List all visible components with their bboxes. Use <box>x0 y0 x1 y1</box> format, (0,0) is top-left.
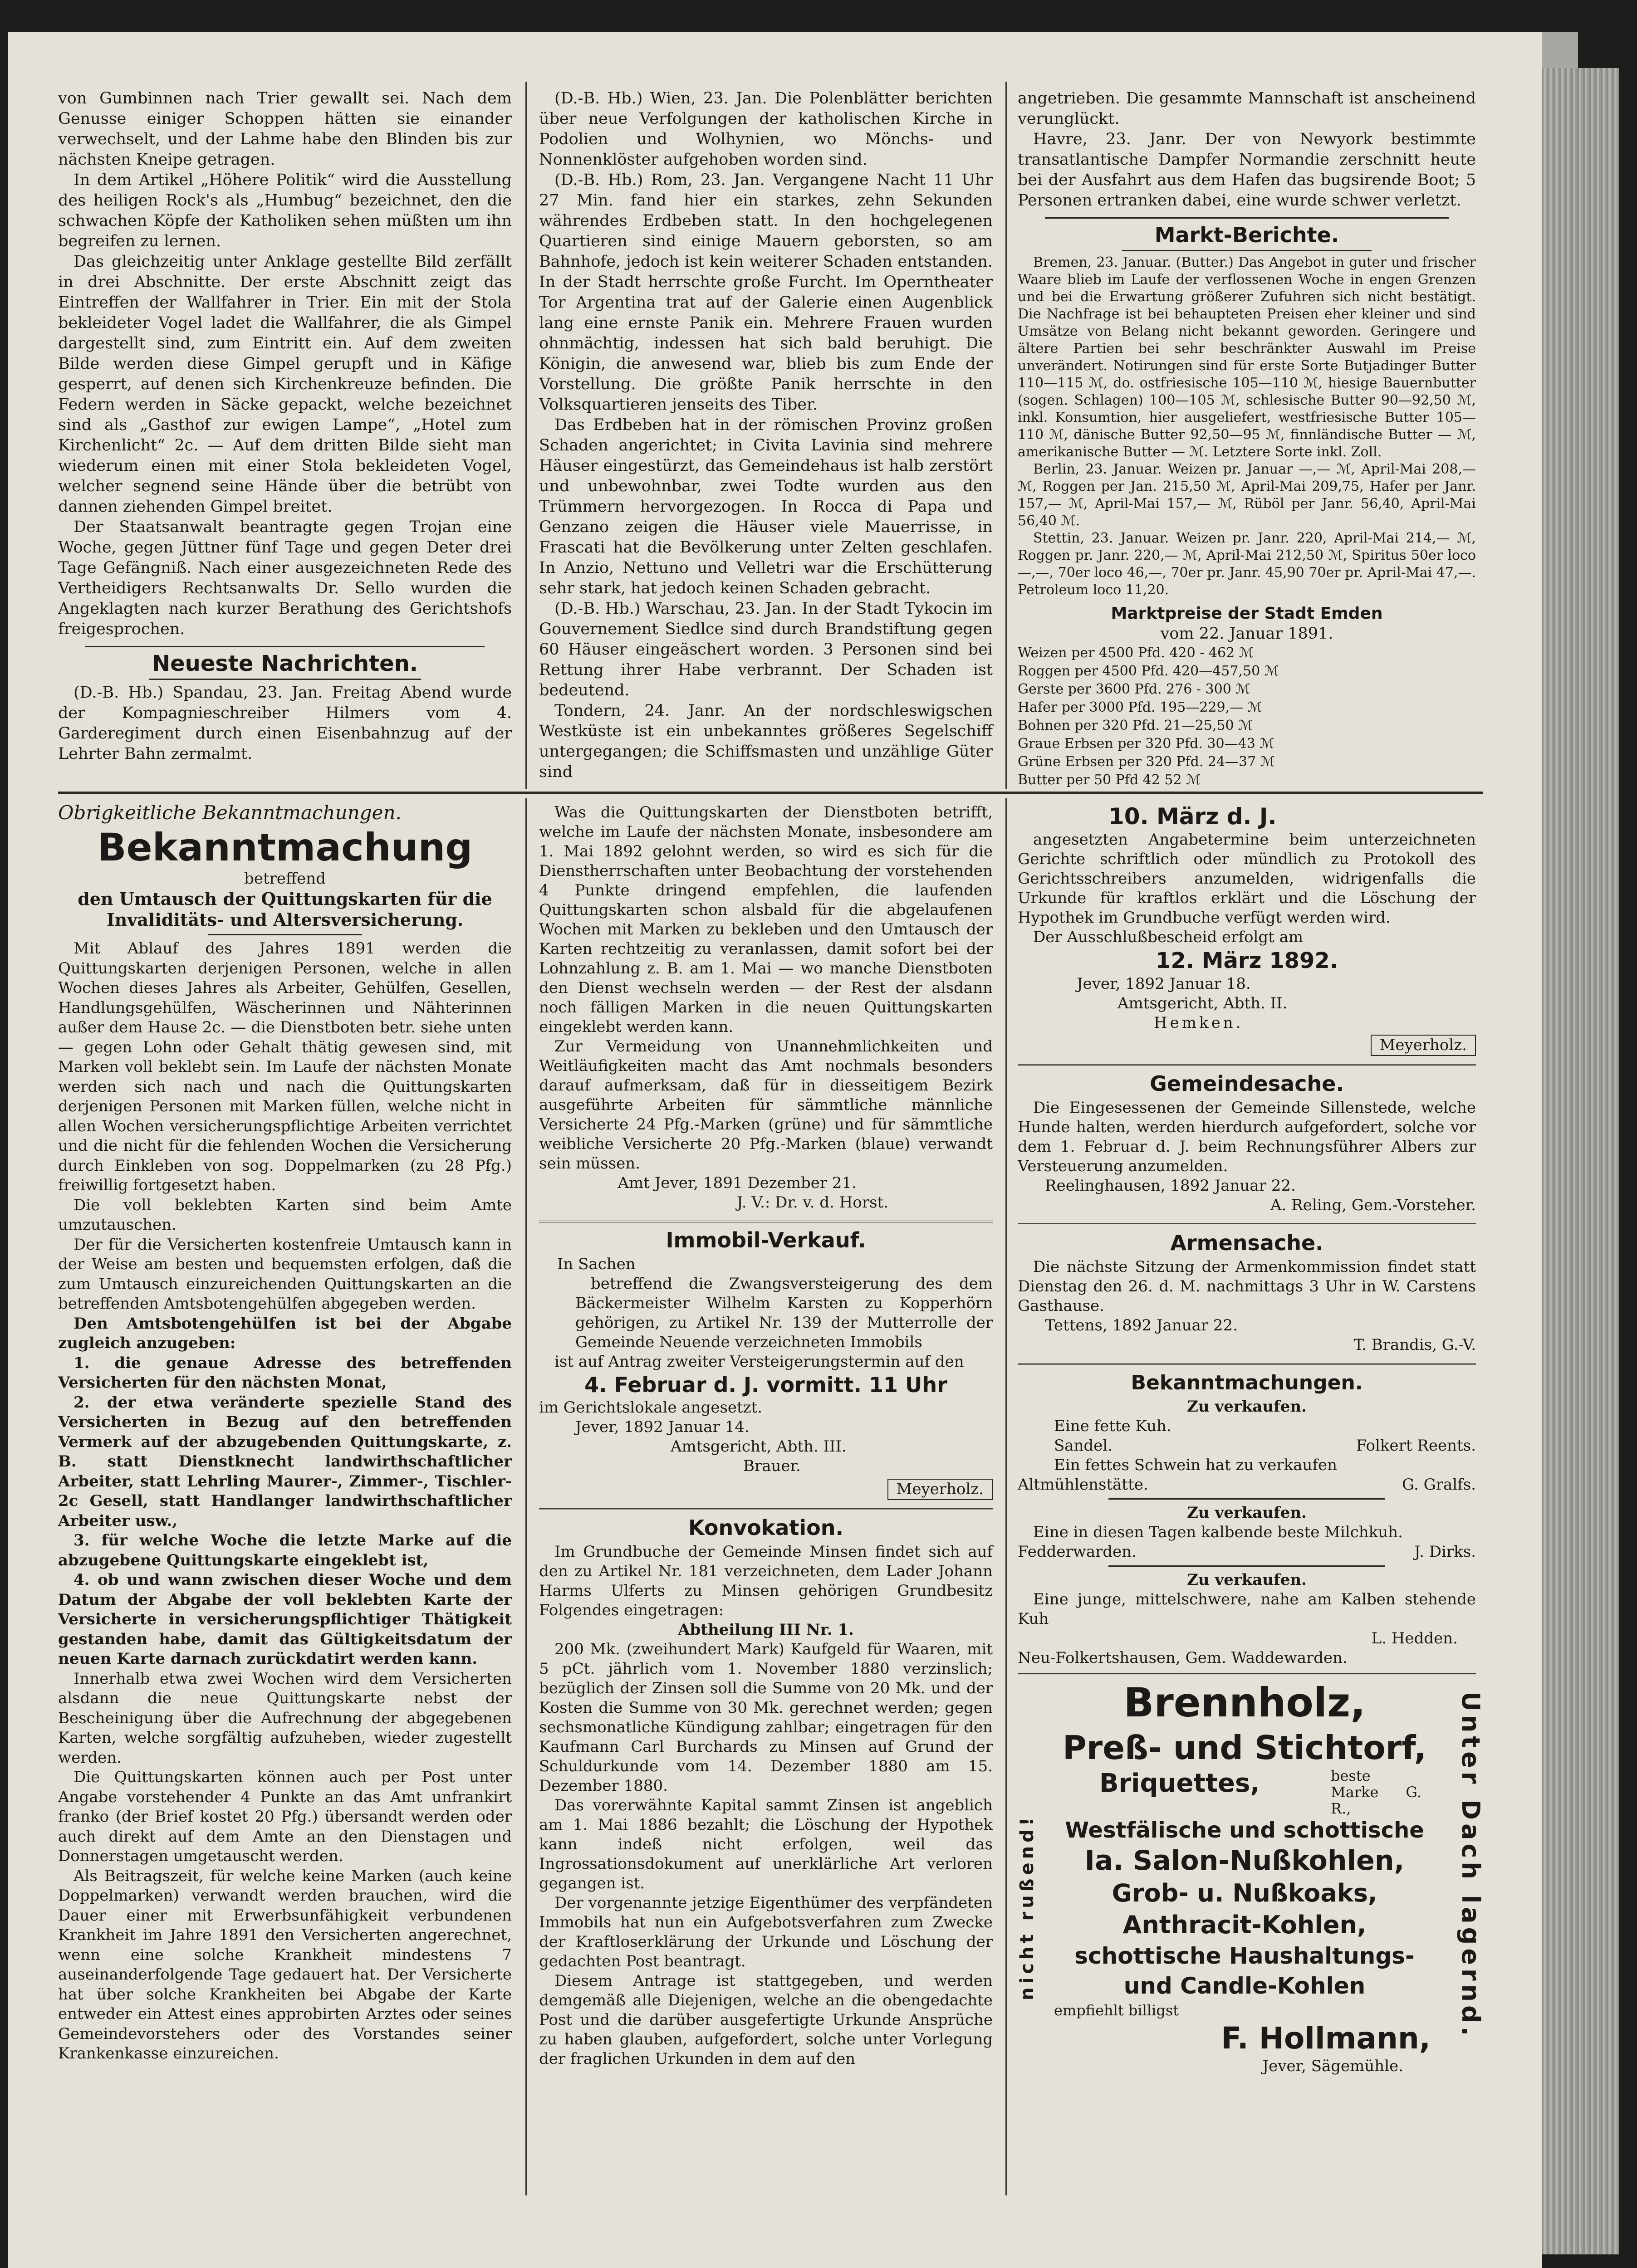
divider <box>539 1508 993 1510</box>
paragraph: Eine junge, mittelschwere, nahe am Kalben stehende Kuh <box>1018 1590 1476 1628</box>
market-report: Stettin, 23. Januar. Weizen pr. Janr. 220, April-Mai 214,— ℳ, Roggen pr. Janr. 220,— ℳ, April-Mai 212,50 ℳ, Spiritus 50er loco —,—, 70er loco 46,—, 70er pr. Janr. 45,90 70er pr. April-Mai 47,—. Petroleum loco 11,20. <box>1018 530 1476 598</box>
signature-line: T. Brandis, G.-V. <box>1353 1336 1476 1354</box>
paragraph: Der Ausschlußbescheid erfolgt am <box>1033 928 1304 946</box>
price-row: Butter per 50 Pfd 42 52 ℳ <box>1018 772 1201 788</box>
seller-name: L. Hedden. <box>1371 1629 1458 1647</box>
divider <box>149 679 421 680</box>
ad-side-text-left: nicht rußend! <box>1017 1814 1038 2000</box>
paragraph: Der Staatsanwalt beantragte gegen Trojan eine Woche, gegen Jüttner fünf Tage und gegen Deter drei Tage Gefängniß. Nach einer ausgezeichneten Rede des Vertheidigers Rechtsanwalts Dr. Sello wurden die Angeklagten nach kurzer Berathung des Gerichtshofs freigesprochen. <box>58 518 512 638</box>
clerk-box: Meyerholz. <box>1371 1035 1476 1056</box>
bekanntmachungen-heading: Bekanntmachungen. <box>1131 1371 1363 1394</box>
for-sale-heading: Zu verkaufen. <box>1187 1504 1307 1522</box>
signature-line: J. V.: Dr. v. d. Horst. <box>736 1193 888 1212</box>
divider <box>1108 1498 1385 1500</box>
paragraph: 1. die genaue Adresse des betreffenden Versicherten für den nächsten Monat, <box>58 1354 512 1392</box>
paragraph: Diesem Antrage ist stattgegeben, und werden demgemäß alle Diejenigen, welche an die obengedachte Post und die darüber ausgefertigte Urkunde Ansprüche zu haben glauben, aufgefordert, solche unter Vorlegung der fraglichen Urkunden in dem auf den <box>539 1972 993 2068</box>
signature-line: Jever, 1892 Januar 18. <box>1077 975 1251 993</box>
paragraph: Tondern, 24. Janr. An der nordschleswigschen Westküste ist ein unbekanntes größeres Segelschiff untergegangen; die Schiffsmasten und unzählige Güter sind <box>539 702 993 781</box>
text-line: im Gerichtslokale angesetzt. <box>539 1398 763 1417</box>
paragraph: 2. der etwa veränderte spezielle Stand des Versicherten in Bezug auf den betreffenden Vermerk auf der abzugebenden Quittungskarte, z. B. statt Dienstknecht landwirthschaftlicher Arbeiter, statt Lehrling Maurer-, Zimmer-, Tischler- 2c Gesell, statt Handlanger landwirthschaftlicher Arbeiter usw., <box>58 1393 512 1530</box>
market-report: Bremen, 23. Januar. (Butter.) Das Angebot in guter und frischer Waare blieb im Laufe der verflossenen Woche in engen Grenzen und bei die Erwartung größerer Zufuhren sich nicht bestätigt. Die Nachfrage ist bei behaupteten Preisen eher kleiner und sind Umsätze von Belang nicht bekannt geworden. Geringere und ältere Partien bei sehr beschränkter Auswahl im Preise unverändert. Notirungen sind für erste Sorte Butjadinger Butter 110—115 ℳ, do. ostfriesische 105—110 ℳ, hiesige Bauernbutter (sogen. Schlagen) 100—105 ℳ, schlesische Butter 90—92,50 ℳ, inkl. Konsumtion, hier ausgeliefert, westfriesische Butter 105—110 ℳ, dänische Butter 92,50—95 ℳ, finnländische Butter — ℳ, amerikanische Butter — ℳ. Letztere Sorte inkl. Zoll. <box>1018 254 1476 460</box>
paragraph: (D.-B. Hb.) Warschau, 23. Jan. In der Stadt Tykocin im Gouvernement Siedlce sind durch Brandstiftung gegen 60 Häuser eingeäschert worden. 3 Personen sind bei Rettung ihrer Habe verbrannt. Der Schaden ist bedeutend. <box>539 600 993 699</box>
paragraph: Innerhalb etwa zwei Wochen wird dem Versicherten alsdann die neue Quittungskarte nebst der Bescheinigung über die Aufrechnung der abgegebenen Karten, welche sorgfältig aufzuheben, wieder zugestellt werden. <box>58 1669 512 1767</box>
konvokation-heading: Konvokation. <box>688 1515 843 1540</box>
text-line: Ein fettes Schwein hat zu verkaufen <box>1054 1456 1338 1474</box>
paragraph: (D.-B. Hb.) Wien, 23. Jan. Die Polenblätter berichten über neue Verfolgungen der katholischen Kirche in Podolien und Wolhynien, wo Mönchs- und Nonnenklöster aufgehoben worden sind. <box>539 89 993 169</box>
top-column-3 <box>1018 88 1476 789</box>
section-divider <box>58 792 1483 794</box>
place-name: Altmühlenstätte. <box>1018 1476 1148 1494</box>
paragraph: Mit Ablauf des Jahres 1891 werden die Quittungskarten derjenigen Personen, welche in allen Wochen dieses Jahres als Arbeiter, Gehülfen, Gesellen, Handlungsgehülfen, Wäscherinnen und Nähterinnen außer dem Hause 2c. — die Dienstboten betr. siehe unten — gegen Lohn oder Gehalt thätig gewesen sind, mit Marken voll beklebt sein. Im Laufe der nächsten Monate werden sich nach und nach die Quittungskarten derjenigen Personen mit Marken füllen, welche nicht in allen Wochen versicherungspflichtige Arbeiten verrichtet und die nicht für die fehlenden Wochen die Versicherung durch Einkleben von sog. Doppelmarken (zu 28 Pfg.) freiwillig fortgesetzt haben. <box>58 939 512 1194</box>
price-row: Gerste per 3600 Pfd. 276 - 300 ℳ <box>1018 681 1250 697</box>
ad-line: und Candle-Kohlen <box>1123 1973 1366 1999</box>
ad-line: Briquettes, <box>1099 1769 1260 1798</box>
place-name: Neu-Folkertshausen, Gem. Waddewarden. <box>1018 1649 1348 1667</box>
signature-line: Amtsgericht, Abth. II. <box>1117 994 1288 1012</box>
divider <box>1045 217 1449 219</box>
emden-prices-title: Marktpreise der Stadt Emden <box>1111 604 1383 623</box>
divider <box>1018 1064 1476 1066</box>
signature-line: Amt Jever, 1891 Dezember 21. <box>618 1174 857 1192</box>
immobil-verkauf-heading: Immobil-Verkauf. <box>666 1228 866 1252</box>
paragraph: angesetzten Angabetermine beim unterzeichneten Gerichte schriftlich oder mündlich zu Protokoll des Gerichtsschreibers anzumelden, widrigenfalls die Urkunde für kraftlos erklärt und die Löschung der Hypothek im Grundbuche verfügt werden wird. <box>1018 831 1476 927</box>
paragraph: Als Beitragszeit, für welche keine Marken (auch keine Doppelmarken) verwandt werden brauchen, wird die Dauer einer mit Erwerbsunfähigkeit verbundenen Krankheit im Jahre 1891 den Versicherten angerechnet, wenn eine solche Krankheit mindestens 7 auseinanderfolgende Tage gedauert hat. Der Versicherte hat über solche Krankheiten bei Abgabe der Karte entweder ein Attest eines approbirten Arztes oder seines Gemeindevorstehers oder des Vorstandes seiner Krankenkasse einzureichen. <box>58 1867 512 2063</box>
ad-line: Grob- u. Nußkoaks, <box>1112 1879 1377 1907</box>
seller-name: Folkert Reents. <box>1356 1437 1476 1455</box>
ad-merchant-place: Jever, Sägemühle. <box>1262 2057 1403 2075</box>
signature-line: A. Reling, Gem.-Vorsteher. <box>1270 1196 1476 1214</box>
ad-line: Ia. Salon-Nußkohlen, <box>1084 1845 1405 1877</box>
signature-line: Hemken. <box>1154 1014 1244 1032</box>
for-sale-heading: Zu verkaufen. <box>1187 1398 1307 1416</box>
paragraph: 3. für welche Woche die letzte Marke auf die abzugebene Quittungskarte eingeklebt ist, <box>58 1531 512 1569</box>
seller-name: J. Dirks. <box>1414 1543 1476 1561</box>
column-rule <box>525 82 527 789</box>
bottom-column-3 <box>1017 803 1485 2131</box>
divider <box>1018 1363 1476 1365</box>
paragraph: Eine in diesen Tagen kalbende beste Milchkuh. <box>1033 1523 1403 1541</box>
ad-merchant-name: F. Hollmann, <box>1221 2021 1431 2056</box>
market-report: Berlin, 23. Januar. Weizen pr. Januar —,— ℳ, April-Mai 208,— ℳ, Roggen per Jan. 215,50 ℳ, April-Mai 209,75, Hafer per Janr. 157,— ℳ, April-Mai 157,— ℳ, Rüböl per Janr. 56,40, April-Mai 56,40 ℳ. <box>1018 461 1476 529</box>
emden-prices-date: vom 22. Januar 1891. <box>1160 625 1333 643</box>
divider <box>1122 250 1372 251</box>
paragraph: Das Erdbeben hat in der römischen Provinz großen Schaden angerichtet; in Civita Lavinia sind mehrere Häuser eingestürzt, das Gemeindehaus ist halb zerstört und unbewohnbar, zwei Todte wurden aus den Trümmern hervorgezogen. In Rocca di Papa und Genzano zeigen die Häuser viele Mauerrisse, in Frascati hat die Bevölkerung unter Zelten geschlafen. In Anzio, Nettuno und Velletri war die Erschütterung sehr stark, hat jedoch keinen Schaden gebracht. <box>539 416 993 597</box>
divider <box>1108 1565 1385 1567</box>
paragraph: Zur Vermeidung von Unannehmlichkeiten und Weitläufigkeiten macht das Amt nochmals besonders darauf aufmerksam, daß für in diesseitigem Bezirk ausgeführte Arbeiten für sämmtliche männliche Versicherte 24 Pfg.-Marken (grüne) und für sämmtliche weibliche Versicherte 20 Pfg.-Marken (blaue) verwandt sein müssen. <box>539 1037 993 1173</box>
paragraph: Die nächste Sitzung der Armenkommission findet statt Dienstag den 26. d. M. nachmittags 3 Uhr in W. Carstens Gasthause. <box>1018 1258 1476 1315</box>
paragraph: betreffend die Zwangsversteigerung des dem Bäckermeister Wilhelm Karsten zu Kopperhörn gehörigen, zu Artikel Nr. 139 der Mutterrolle der Gemeinde Neuende verzeichneten Immobils <box>575 1275 993 1351</box>
paragraph: In dem Artikel „Höhere Politik“ wird die Ausstellung des heiligen Rock's als „Humbug“ bezeichnet, den die schwachen Köpfe der Katholiken sehen müßten um ihn begreifen zu lernen. <box>58 171 512 250</box>
ad-line: Westfälische und schottische <box>1065 1818 1424 1843</box>
top-column-2 <box>539 88 993 782</box>
page-edge-top <box>1542 32 1578 68</box>
paragraph: 200 Mk. (zweihundert Mark) Kaufgeld für Waaren, mit 5 pCt. jährlich vom 1. November 1880 verzinslich; bezüglich der Zinsen soll die Summe von 20 Mk. und der Kosten die Summe von 30 Mk. gerechnet werden; gegen sechsmonatliche Kündigung zahlbar; eingetragen für den Kaufmann Carl Burchards zu Minsen auf Grund der Schuldurkunde vom 14. Dezember 1880 am 15. Dezember 1880. <box>539 1640 993 1795</box>
ad-note: beste Marke G. R., <box>1331 1767 1421 1817</box>
market-reports-heading: Markt-Berichte. <box>1154 223 1339 247</box>
bottom-column-2 <box>539 803 993 2069</box>
paragraph: (D.-B. Hb.) Rom, 23. Jan. Vergangene Nacht 11 Uhr 27 Min. fand hier ein starkes, zehn Sekunden währendes Erdbeben statt. In den hochgelegenen Quartieren sind einige Mauern geborsten, so am Bahnhofe, jedoch ist kein weiterer Schaden entstanden. In der Stadt herrschte große Furcht. Im Operntheater Tor Argentina trat auf der Galerie einen Augenblick lang eine ernste Panik ein. Mehrere Frauen wurden ohnmächtig, indessen hat sich bald beruhigt. Die Königin, die anwesend war, blieb bis zum Ende der Vorstellung. Die größte Panik herrschte in den Volksquartieren jenseits des Tiber. <box>539 171 993 414</box>
paragraph: Die Quittungskarten können auch per Post unter Angabe vorstehender 4 Punkte an das Amt unfrankirt franko (der Brief kostet 20 Pfg.) übersandt werden oder auch direkt auf dem Amte an den Dienstagen und Donnerstagen umgetauscht werden. <box>58 1768 512 1865</box>
paragraph: 4. ob und wann zwischen dieser Woche und dem Datum der Abgabe der voll beklebten Karte der Versicherte in versicherungspflichtiger Thätigkeit gestanden habe, damit das Gültigkeitsdatum der neuen Karte darnach zurückdatirt werden kann. <box>58 1571 512 1668</box>
seller-name: G. Gralfs. <box>1402 1476 1476 1494</box>
gemeindesache-heading: Gemeindesache. <box>1150 1071 1344 1096</box>
auction-date: 4. Februar d. J. vormitt. 11 Uhr <box>584 1373 947 1397</box>
text-line: Eine fette Kuh. <box>1054 1417 1171 1435</box>
paragraph: Der für die Versicherten kostenfreie Umtausch kann in der Weise am besten und bequemsten erfolgen, daß die zum Umtausch einzureichenden Quittungskarten an die betreffenden Amtsbotengehülfen abgegeben werden. <box>58 1235 512 1313</box>
ad-side-text-right: Unter Dach lagernd. <box>1456 1691 1485 2040</box>
paragraph: Den Amtsbotengehülfen ist bei der Abgabe zugleich anzugeben: <box>58 1314 512 1352</box>
divider <box>208 934 362 935</box>
ad-line: Preß- und Stichtorf, <box>1063 1729 1426 1767</box>
paragraph: Der vorgenannte jetzige Eigenthümer des verpfändeten Immobils hat nun ein Aufgebotsverfahren zum Zwecke der Kraftloserklärung der Urkunde und Löschung der gedachten Post beantragt. <box>539 1894 993 1970</box>
paragraph: Was die Quittungskarten der Dienstboten betrifft, welche im Laufe der nächsten Monate, insbesondere am 1. Mai 1892 gelohnt werden, so wird es sich für die Dienstherrschaften unter Beobachtung der vorstehenden 4 Punkte dringend empfehlen, die laufenden Quittungskarten schon alsbald für die abgelaufenen Wochen mit Marken zu bekleben und den Umtausch der Karten rechtzeitig zu veranlassen, damit sofort bei der Lohnzahlung z. B. am 1. Mai — wo manche Dienstboten den Dienst wechseln werden — der Rest der alsdann noch fälligen Marken in die neuen Quittungskarten eingeklebt werden kann. <box>539 803 993 1036</box>
paragraph: ist auf Antrag zweiter Versteigerungstermin auf den <box>554 1353 964 1371</box>
paragraph: Die Eingesessenen der Gemeinde Sillenstede, welche Hunde halten, werden hierdurch aufgefordert, solche vor dem 1. Februar d. J. beim Rechnungsführer Albers zur Versteuerung anzumelden. <box>1018 1099 1476 1175</box>
price-row: Graue Erbsen per 320 Pfd. 30—43 ℳ <box>1018 736 1274 752</box>
place-name: Fedderwarden. <box>1018 1543 1137 1561</box>
notice-title: Bekanntmachung <box>97 825 473 870</box>
place-name: Sandel. <box>1054 1437 1113 1455</box>
paragraph: Im Grundbuche der Gemeinde Minsen findet sich auf den zu Artikel Nr. 181 verzeichneten, dem Lader Johann Harms Ulferts zu Minsen gehörigen Grundbesitz Folgendes eingetragen: <box>539 1543 993 1619</box>
armensache-heading: Armensache. <box>1170 1231 1323 1255</box>
column-rule <box>1005 82 1007 789</box>
notice-subject: den Umtausch der Quittungskarten für die Invaliditäts- und Altersversicherung. <box>78 889 492 930</box>
ad-line: schottische Haushaltungs- <box>1074 1943 1415 1969</box>
exclusion-date: 12. März 1892. <box>1155 948 1338 973</box>
signature-line: Brauer. <box>743 1457 801 1475</box>
clerk-box: Meyerholz. <box>887 1479 993 1500</box>
column-rule <box>525 798 527 2195</box>
official-notices-kicker: Obrigkeitliche Bekanntmachungen. <box>58 802 402 824</box>
price-row: Bohnen per 320 Pfd. 21—25,50 ℳ <box>1018 718 1253 733</box>
paragraph: von Gumbinnen nach Trier gewallt sei. Nach dem Genusse einiger Schoppen hätten sie einander verwechselt, und der Lahme habe den Blinden bis zur nächsten Kneipe getragen. <box>58 89 512 169</box>
column-rule <box>1005 798 1007 2195</box>
top-column-1 <box>58 88 512 764</box>
fuel-advertisement <box>1017 1678 1485 2131</box>
signature-line: Amtsgericht, Abth. III. <box>671 1437 847 1456</box>
emden-price-list <box>1018 644 1476 789</box>
divider <box>1018 1223 1476 1225</box>
paragraph: Die voll beklebten Karten sind beim Amte umzutauschen. <box>58 1196 512 1234</box>
section-heading-news: Neueste Nachrichten. <box>152 651 418 676</box>
signature-line: Tettens, 1892 Januar 22. <box>1045 1316 1238 1334</box>
notice-subtitle: betreffend <box>244 869 326 888</box>
paragraph: Das vorerwähnte Kapital sammt Zinsen ist angeblich am 1. Mai 1886 bezahlt; die Löschung der Hypothek kann indeß nicht erfolgen, weil das Ingrossationsdokument auf unerklärliche Art verloren gegangen ist. <box>539 1796 993 1892</box>
signature-line: Jever, 1892 Januar 14. <box>575 1418 750 1436</box>
divider <box>1018 1673 1476 1675</box>
ad-title: Brennholz, <box>1123 1679 1366 1726</box>
hearing-date: 10. März d. J. <box>1108 803 1277 830</box>
paragraph: Das gleichzeitig unter Anklage gestellte Bild zerfällt in drei Abschnitte. Der erste Abschnitt zeigt das Eintreffen der Wallfahrer in Trier. Ein mit der Stola bekleideter Vogel ladet die Wallfahrer, die als Gimpel dargestellt sind, zum Eintritt ein. Auf dem zweiten Bilde werden diese Gimpel gerupft und in Käfige gesperrt, auf denen sich Kirchenkreuze befinden. Die Federn werden in Säcke gepackt, welche bezeichnet sind als „Gasthof zur ewigen Lampe“, „Hotel zum Kirchenlicht“ 2c. — Auf dem dritten Bilde sieht man wiederum einen mit einer Stola bekleideten Vogel, welcher segnend seine Hände über die betrübt von dannen ziehenden Gimpel breitet. <box>58 253 512 516</box>
paragraph: angetrieben. Die gesammte Mannschaft ist anscheinend verunglückt. <box>1018 89 1476 128</box>
for-sale-heading: Zu verkaufen. <box>1187 1571 1307 1589</box>
ad-line: Anthracit-Kohlen, <box>1122 1911 1367 1939</box>
newspaper-page <box>8 32 1542 2268</box>
signature-line: Reelinghausen, 1892 Januar 22. <box>1045 1177 1296 1195</box>
divider <box>85 646 485 647</box>
bottom-column-1 <box>58 803 512 2064</box>
price-row: Weizen per 4500 Pfd. 420 - 462 ℳ <box>1018 645 1254 661</box>
ad-line: empfiehlt billigst <box>1054 2002 1179 2019</box>
price-row: Grüne Erbsen per 320 Pfd. 24—37 ℳ <box>1018 754 1275 770</box>
page-stack-edge <box>1542 68 1619 2254</box>
divider <box>539 1221 993 1222</box>
price-row: Hafer per 3000 Pfd. 195—229,— ℳ <box>1018 699 1262 715</box>
paragraph: Havre, 23. Janr. Der von Newyork bestimmte transatlantische Dampfer Normandie zerschnitt heute bei der Ausfahrt aus dem Hafen das bugsirende Boot; 5 Personen ertranken dabei, eine wurde schwer verletzt. <box>1018 130 1476 210</box>
paragraph: (D.-B. Hb.) Spandau, 23. Jan. Freitag Abend wurde der Kompagnieschreiber Hilmers vom 4. Garderegiment durch einen Eisenbahnzug auf der Lehrter Bahn zermalmt. <box>58 684 512 763</box>
register-entry: Abtheilung III Nr. 1. <box>678 1621 854 1639</box>
text-line: In Sachen <box>557 1255 636 1273</box>
price-row: Roggen per 4500 Pfd. 420—457,50 ℳ <box>1018 663 1279 679</box>
